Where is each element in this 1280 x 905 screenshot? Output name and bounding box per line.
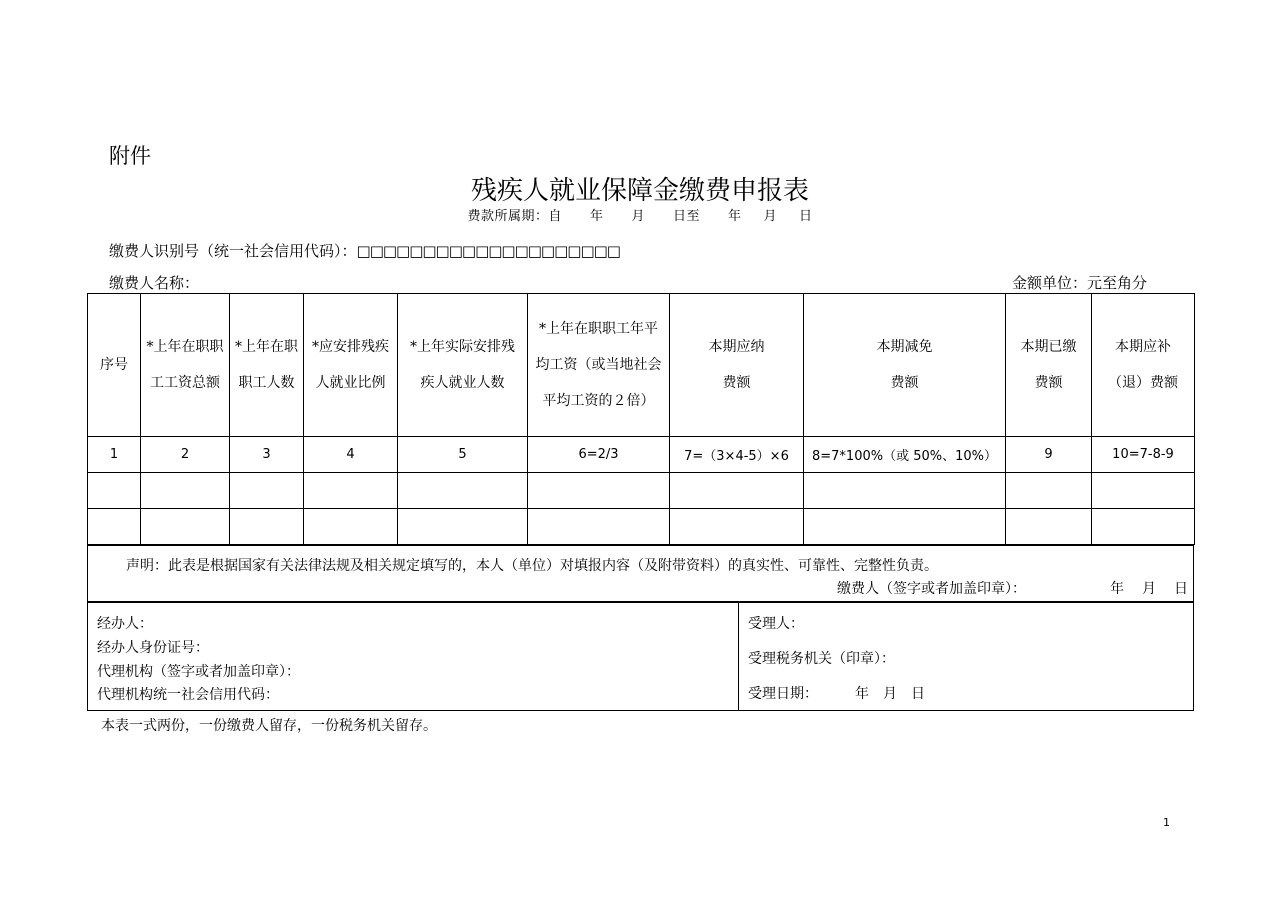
entry-cell[interactable] — [804, 473, 1006, 509]
taxpayer-id-line — [109, 240, 620, 261]
entry-cell[interactable] — [230, 509, 304, 545]
period-day-end: 日 — [799, 209, 813, 224]
declaration-statement: 声明：此表是根据国家有关法律法规及相关规定填写的，本人（单位）对填报内容（及附带资料）的真实性、可靠性、完整性负责。 — [126, 558, 938, 574]
entry-cell[interactable] — [1092, 509, 1195, 545]
amount-unit-label: 金额单位：元至角分 — [1012, 274, 1148, 292]
period-month-end: 月 — [763, 209, 778, 224]
declaration-table — [87, 293, 1195, 545]
receiver-label: 受理人： — [748, 616, 804, 632]
receive-date: 年 月 日 — [855, 686, 925, 702]
entry-cell[interactable] — [88, 473, 141, 509]
header-cell-total-wages: *上年在职职 工工资总额 — [141, 294, 230, 437]
entry-cell[interactable] — [670, 509, 804, 545]
formula-cell: 1 — [88, 437, 141, 473]
handling-box — [87, 601, 1194, 711]
entry-cell[interactable] — [398, 473, 528, 509]
formula-cell: 6=2/3 — [528, 437, 670, 473]
entry-cell[interactable] — [528, 473, 670, 509]
taxpayer-name-label: 缴费人名称： — [109, 274, 200, 292]
formula-cell: 9 — [1006, 437, 1092, 473]
payer-signature-date: 年 月 日 — [1110, 581, 1188, 597]
header-cell-fee-reduction: 本期减免 费额 — [804, 294, 1006, 437]
formula-cell: 10=7-8-9 — [1092, 437, 1195, 473]
agency-label: 代理机构（签字或者加盖印章）： — [97, 664, 300, 680]
data-entry-row — [88, 509, 1195, 545]
entry-cell[interactable] — [1006, 509, 1092, 545]
period-day-start-to: 日至 — [672, 209, 700, 224]
header-cell-actual-disabled-count: *上年实际安排残 疾人就业人数 — [398, 294, 528, 437]
entry-cell[interactable] — [528, 509, 670, 545]
entry-cell[interactable] — [804, 509, 1006, 545]
entry-cell[interactable] — [141, 509, 230, 545]
entry-cell[interactable] — [1006, 473, 1092, 509]
payer-signature-label: 缴费人（签字或者加盖印章）： — [837, 581, 1026, 597]
entry-cell[interactable] — [304, 509, 398, 545]
agent-id-label: 经办人身份证号： — [97, 640, 209, 656]
entry-cell[interactable] — [88, 509, 141, 545]
formula-cell: 2 — [141, 437, 230, 473]
period-year-start: 年 — [589, 209, 604, 224]
period-label: 费款所属期：自 — [467, 209, 562, 224]
entry-cell[interactable] — [398, 509, 528, 545]
form-title: 残疾人就业保障金缴费申报表 — [470, 176, 809, 206]
attachment-label: 附件 — [109, 144, 151, 168]
entry-cell[interactable] — [230, 473, 304, 509]
formula-row — [88, 437, 1195, 473]
section-divider — [738, 602, 739, 710]
period-month-start: 月 — [631, 209, 645, 224]
entry-cell[interactable] — [141, 473, 230, 509]
taxpayer-id-boxes[interactable]: □□□□□□□□□□□□□□□□□□□□ — [356, 242, 620, 260]
table-header-row — [88, 294, 1195, 437]
formula-cell: 4 — [304, 437, 398, 473]
header-cell-fee-balance: 本期应补 （退）费额 — [1092, 294, 1195, 437]
fee-period-line — [0, 205, 1280, 224]
header-cell-employee-count: *上年在职 职工人数 — [230, 294, 304, 437]
period-year-end: 年 — [728, 209, 742, 224]
header-cell-serial: 序号 — [88, 294, 141, 437]
declaration-box — [87, 545, 1194, 603]
entry-cell[interactable] — [304, 473, 398, 509]
agency-code-label: 代理机构统一社会信用代码： — [97, 687, 279, 703]
receive-date-label: 受理日期： — [748, 686, 818, 702]
header-cell-fee-paid: 本期已缴 费额 — [1006, 294, 1092, 437]
formula-cell: 3 — [230, 437, 304, 473]
tax-office-label: 受理税务机关（印章）： — [748, 651, 895, 667]
header-cell-average-wage: *上年在职职工年平 均工资（或当地社会 平均工资的２倍） — [528, 294, 670, 437]
header-cell-fee-payable: 本期应纳 费额 — [670, 294, 804, 437]
header-cell-required-ratio: *应安排残疾 人就业比例 — [304, 294, 398, 437]
agent-label: 经办人： — [97, 616, 153, 632]
formula-cell: 5 — [398, 437, 528, 473]
entry-cell[interactable] — [1092, 473, 1195, 509]
data-entry-row — [88, 473, 1195, 509]
page-number: 1 — [1163, 816, 1170, 829]
formula-cell: 8=7*100%（或 50%、10%） — [804, 437, 1006, 473]
entry-cell[interactable] — [670, 473, 804, 509]
footnote: 本表一式两份，一份缴费人留存，一份税务机关留存。 — [101, 718, 437, 734]
taxpayer-id-label: 缴费人识别号（统一社会信用代码）： — [109, 242, 357, 260]
formula-cell: 7=（3×4-5）×6 — [670, 437, 804, 473]
